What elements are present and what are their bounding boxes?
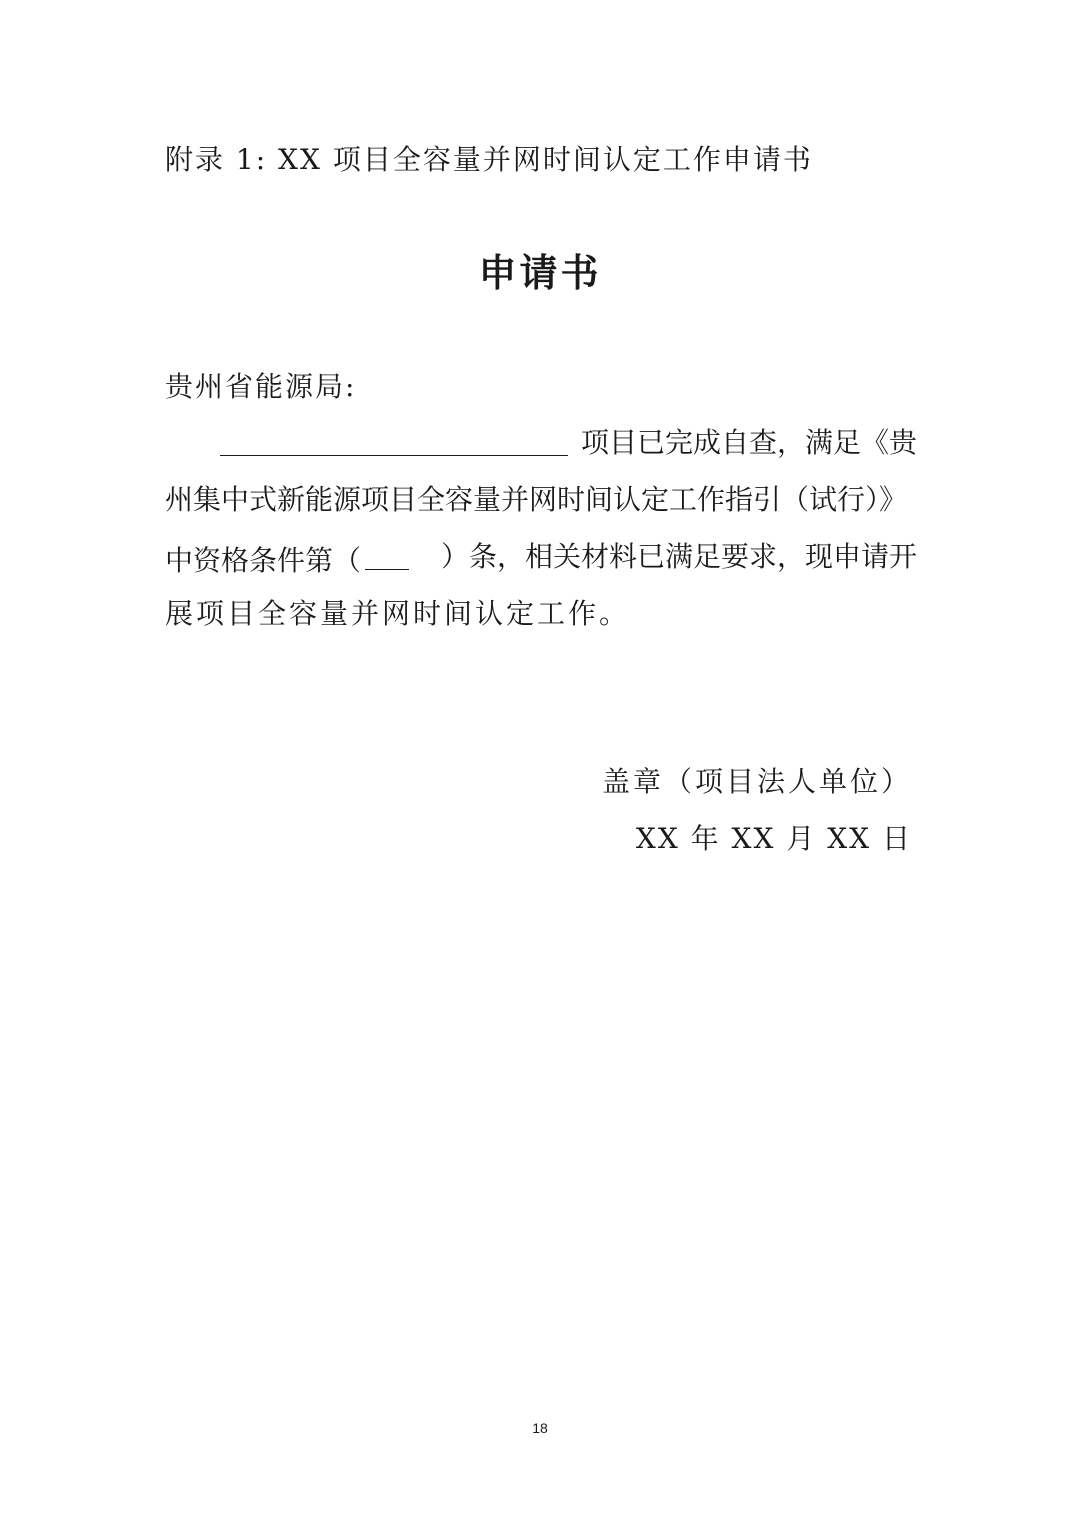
stamp-label: 盖章（项目法人单位） bbox=[601, 765, 912, 798]
date-line: XX 年 XX 月 XX 日 bbox=[635, 822, 912, 855]
body-line-3-after: ）条，相关材料已满足要求，现申请开 bbox=[440, 540, 917, 573]
body-line-2 bbox=[165, 478, 917, 522]
page-number: 18 bbox=[532, 1420, 548, 1436]
body-line-3-before bbox=[165, 535, 413, 583]
body-line-4-text: 展项目全容量并网时间认定工作。 bbox=[165, 597, 631, 630]
body-line-4 bbox=[165, 592, 917, 636]
body-line-3 bbox=[165, 535, 917, 583]
appendix-title: 附录 1: XX 项目全容量并网时间认定工作申请书 bbox=[165, 143, 813, 176]
body-line-3-before-text: 中资格条件第（ bbox=[165, 544, 362, 577]
body-line-1-text: 项目已完成自查，满足《贵 bbox=[580, 426, 917, 459]
body-line-1 bbox=[220, 421, 917, 465]
project-name-blank bbox=[220, 421, 568, 456]
clause-number-blank bbox=[365, 535, 409, 570]
body-line-2-text: 州集中式新能源项目全容量并网时间认定工作指引（试行）》 bbox=[165, 483, 908, 516]
addressee: 贵州省能源局: bbox=[165, 370, 357, 403]
document-heading: 申请书 bbox=[478, 251, 602, 295]
